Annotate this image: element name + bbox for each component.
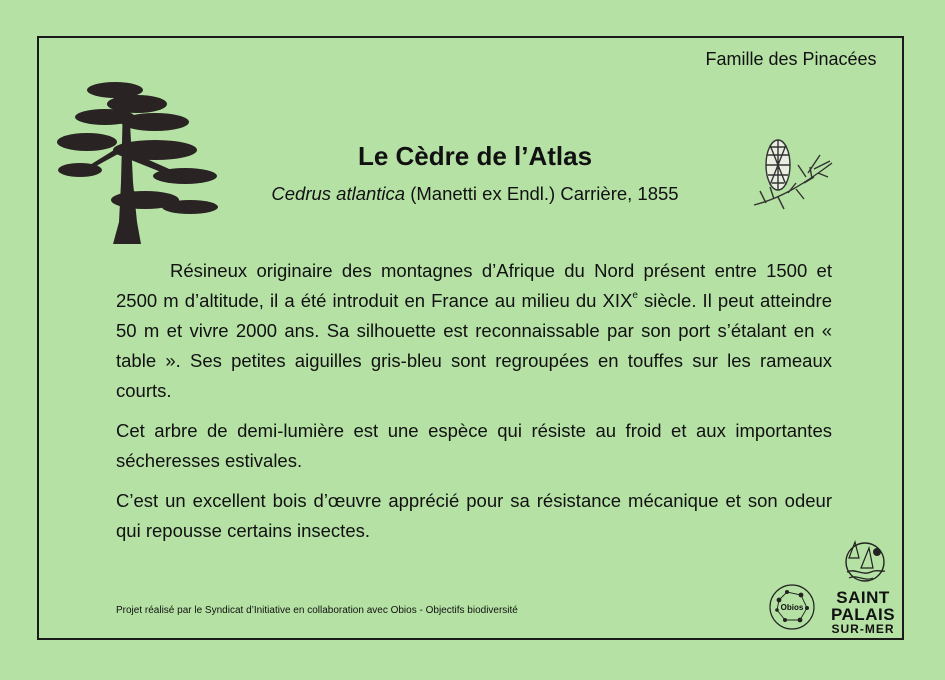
paragraph-origin-text-start: Résineux originaire des montagnes d’Afrique du Nord présent entre 1500 et 2500 m d’altitude, il a été introduit en France au milieu du XIX	[116, 260, 832, 311]
obios-logo-text: Obios	[780, 603, 804, 612]
latin-name: Cedrus atlantica	[271, 183, 406, 204]
town-name-line1: SAINT	[836, 588, 890, 607]
town-emblem	[839, 538, 887, 584]
saint-palais-logo	[826, 538, 900, 636]
town-name-line2: PALAIS	[830, 605, 896, 624]
century-superscript: e	[632, 290, 638, 301]
paragraph-uses: C’est un excellent bois d’œuvre apprécié pour sa résistance mécanique et son odeur qui repousse certains insectes.	[116, 490, 832, 541]
footer-credit: Projet réalisé par le Syndicat d’Initiative en collaboration avec Obios - Objectifs biodiversité	[116, 605, 518, 616]
family-label: Famille des Pinacées	[705, 49, 877, 69]
description-body	[116, 256, 832, 556]
paragraph-origin	[116, 256, 832, 406]
scientific-name	[200, 180, 750, 208]
cedar-tree-illustration	[45, 72, 225, 247]
page-title: Le Cèdre de l’Atlas	[357, 141, 593, 171]
town-name-line3: SUR-MER	[831, 622, 895, 636]
taxonomic-authority: (Manetti ex Endl.) Carrière, 1855	[405, 183, 679, 204]
paragraph-origin-text-end: siècle. Il peut atteindre 50 m et vivre 2000 ans. Sa silhouette est reconnaissable par son port s’étalant en « table ». Ses petites aiguilles gris-bleu sont regroupées en touffes sur les rameaux courts.	[116, 290, 832, 401]
cone-branch-illustration	[748, 133, 840, 215]
obios-logo	[767, 582, 817, 632]
paragraph-habitat: Cet arbre de demi-lumière est une espèce qui résiste au froid et aux importantes sécheresses estivales.	[116, 420, 832, 471]
